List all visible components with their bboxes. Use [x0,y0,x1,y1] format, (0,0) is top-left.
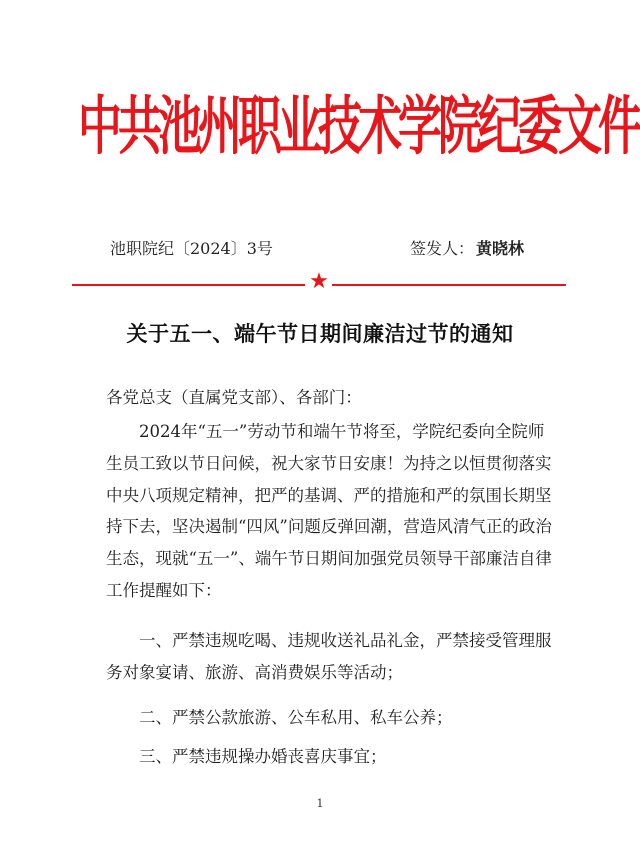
red-header-title: 中共池州职业技术学院纪委文件 [78,90,638,165]
list-item: 二、严禁公款旅游、公车私用、私车公养； [139,708,453,727]
salutation: 各党总支（直属党支部）、各部门： [106,388,362,407]
red-divider-right [332,284,566,286]
list-item: 三、严禁违规操办婚丧喜庆事宜； [139,747,387,766]
notice-title: 关于五一、端午节日期间廉洁过节的通知 [126,321,514,346]
star-icon: ★ [309,269,329,294]
list-item: 一、严禁违规吃喝、违规收送礼品礼金，严禁接受管理服务对象宴请、旅游、高消费娱乐等活动； [106,631,552,682]
document-number: 池职院纪〔2024〕3号 [110,239,273,258]
signer-label: 签发人： [410,239,475,258]
body-paragraph: 2024年“五一”劳动节和端午节将至，学院纪委向全院师生员工致以节日问候，祝大家节日安康！为持之以恒贯彻落实中央八项规定精神，把严的基调、严的措施和严的氛围长期坚持下去，坚决遏制“四风”问题反弹回潮，营造风清气正的政治生态，现就“五一”、端午节日期间加强党员领导干部廉洁自律工作提醒如下： [106,422,552,600]
signer-name: 黄晓林 [476,239,525,258]
page-number: 1 [316,797,324,810]
signer-line [410,236,524,259]
red-divider-left [72,284,305,286]
